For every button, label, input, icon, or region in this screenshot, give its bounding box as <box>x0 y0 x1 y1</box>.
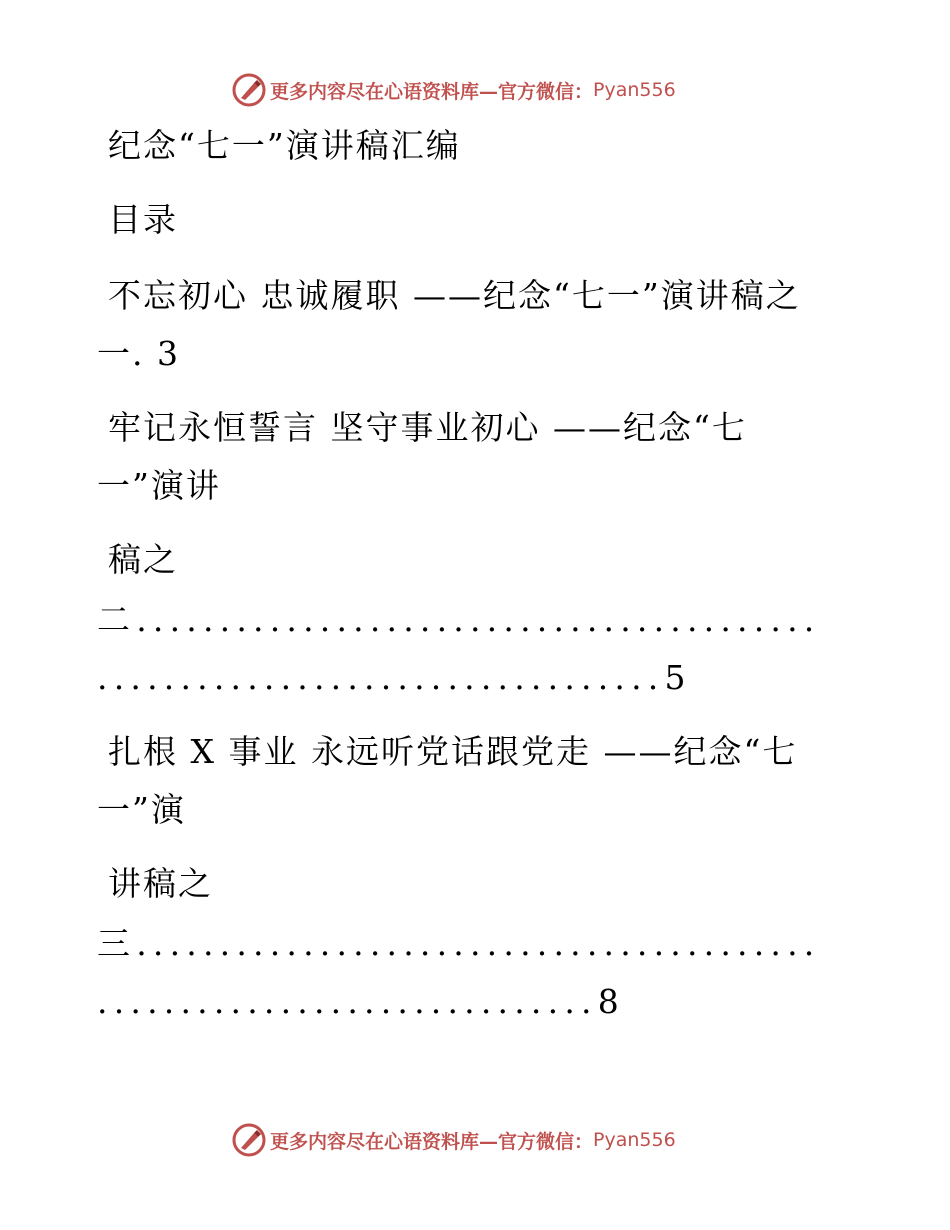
toc-entry-1-line-1: 不忘初心 忠诚履职 ——纪念“七一”演讲稿之 <box>108 276 801 315</box>
watermark-wechat-id: Pyan556 <box>593 79 676 101</box>
toc-entry-2-line-2: 一”演讲 <box>97 466 221 505</box>
toc-entry-3-line-1: 扎根 X 事业 永远听党话跟党走 ——纪念“七 <box>108 732 798 771</box>
toc-entry-2-leader-1: 二......................................... <box>97 600 821 639</box>
toc-entry-2-leader-2: ..................................5 <box>97 658 692 697</box>
watermark-text: 更多内容尽在心语资料库—官方微信： <box>270 80 594 103</box>
document-title: 纪念“七一”演讲稿汇编 <box>108 126 461 165</box>
toc-entry-2-line-3: 稿之 <box>108 540 178 579</box>
toc-entry-3-leader-2: ..............................8 <box>97 982 625 1021</box>
watermark-text: 更多内容尽在心语资料库—官方微信： <box>270 1130 594 1153</box>
footer-watermark <box>232 1120 676 1160</box>
toc-heading: 目录 <box>108 200 178 239</box>
toc-entry-1-line-2: 一. 3 <box>97 334 180 373</box>
toc-entry-3-leader-1: 三......................................... <box>97 924 821 963</box>
pen-logo-icon <box>232 1123 266 1157</box>
toc-entry-3-line-2: 一”演 <box>97 790 186 829</box>
pen-logo-icon <box>232 73 266 107</box>
toc-entry-2-line-1: 牢记永恒誓言 坚守事业初心 ——纪念“七 <box>108 408 747 447</box>
header-watermark <box>232 70 676 110</box>
watermark-wechat-id: Pyan556 <box>593 1129 676 1151</box>
toc-entry-3-line-3: 讲稿之 <box>108 864 213 903</box>
